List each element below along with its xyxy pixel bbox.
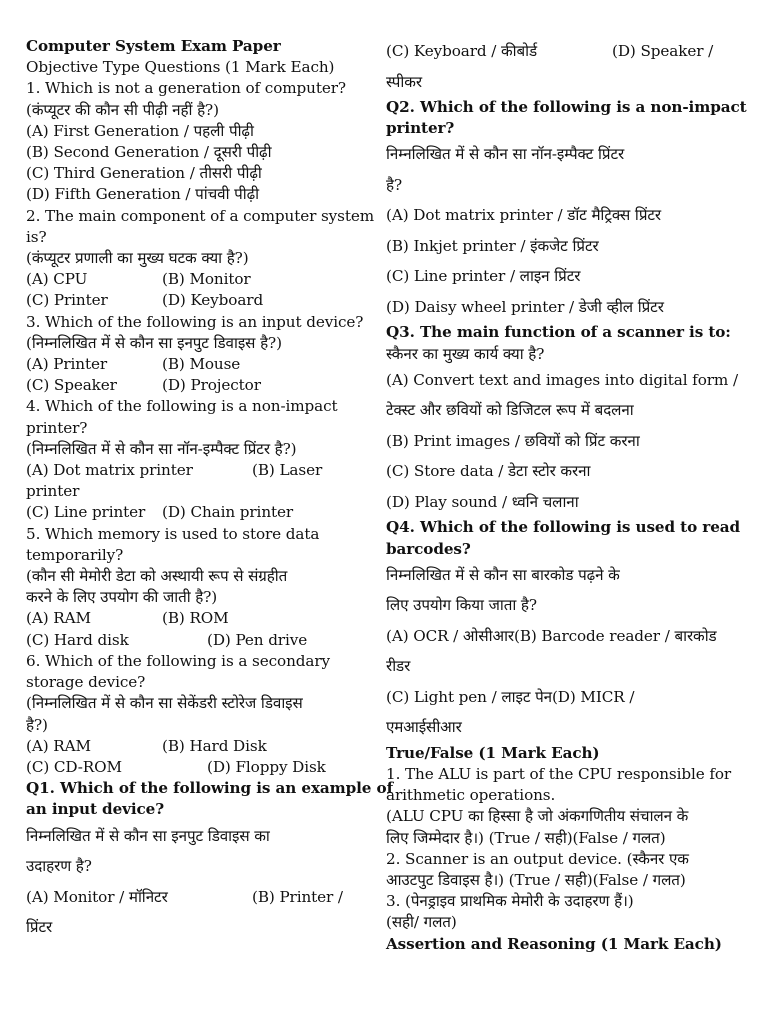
option-left: (C) CD-ROM xyxy=(26,757,122,776)
text-line: (A) Dot matrix printer / डॉट मैट्रिक्स प्रिंटर xyxy=(386,206,662,225)
text-line: 6. Which of the following is a secondary xyxy=(26,651,330,670)
options-row xyxy=(386,36,748,67)
option-right: (D) Keyboard xyxy=(162,291,264,310)
text-line: निम्नलिखित में से कौन सा नॉन-इम्पैक्ट प्रिंटर xyxy=(386,145,625,164)
option-left: (A) Printer xyxy=(26,355,108,374)
heading-line: barcodes? xyxy=(386,539,471,558)
options-row xyxy=(26,354,374,375)
text-line: is? xyxy=(26,227,47,246)
option-left: (C) Keyboard / कीबोर्ड xyxy=(386,42,538,60)
heading-line: Assertion and Reasoning (1 Mark Each) xyxy=(386,934,722,953)
text-line: (C) Light pen / लाइट पेन(D) MICR / xyxy=(386,687,635,706)
options-row xyxy=(26,375,374,396)
text-line: स्कैनर का मुख्य कार्य क्या है? xyxy=(386,344,545,363)
text-line: (B) Second Generation / दूसरी पीढ़ी xyxy=(26,143,272,162)
option-left: (A) RAM xyxy=(26,609,91,628)
text-line: (A) First Generation / पहली पीढ़ी xyxy=(26,121,254,140)
heading-line: an input device? xyxy=(26,800,165,819)
text-line: (C) Store data / डेटा स्टोर करना xyxy=(386,462,591,481)
text-line: (कंप्यूटर प्रणाली का मुख्य घटक क्या है?) xyxy=(26,249,249,268)
right-column xyxy=(386,36,748,955)
text-line: 2. Scanner is an output device. (स्कैनर एक xyxy=(386,849,689,868)
text-line: storage device? xyxy=(26,673,146,692)
options-row xyxy=(26,882,374,913)
text-line: (निम्नलिखित में से कौन सा सेकेंडरी स्टोरेज डिवाइस xyxy=(26,694,303,713)
text-line: 3. (पेनड्राइव प्राथमिक मेमोरी के उदाहरण हैं।) xyxy=(386,892,634,911)
text-line: करने के लिए उपयोग की जाती है?) xyxy=(26,588,218,607)
text-line: 1. Which is not a generation of computer? xyxy=(26,79,346,98)
text-line: printer xyxy=(26,482,80,501)
text-line: निम्नलिखित में से कौन सा इनपुट डिवाइस का xyxy=(26,826,270,845)
text-line: निम्नलिखित में से कौन सा बारकोड पढ़ने के xyxy=(386,565,620,584)
options-row xyxy=(26,630,374,651)
text-line: (C) Line printer / लाइन प्रिंटर xyxy=(386,267,581,286)
option-right: (D) Pen drive xyxy=(207,630,308,649)
text-line: टेक्स्ट और छवियों को डिजिटल रूप में बदलना xyxy=(386,401,634,420)
options-row xyxy=(26,290,374,311)
text-line: (निम्नलिखित में से कौन सा नॉन-इम्पैक्ट प्रिंटर है?) xyxy=(26,439,297,458)
option-right: (D) Floppy Disk xyxy=(207,757,326,776)
text-line: (D) Daisy wheel printer / डेजी व्हील प्रिंटर xyxy=(386,297,664,316)
text-line: 1. The ALU is part of the CPU responsible for xyxy=(386,764,732,783)
heading-line: Q4. Which of the following is used to read xyxy=(386,518,741,537)
options-row xyxy=(26,502,374,523)
option-left: (C) Printer xyxy=(26,291,108,310)
text-line: (ALU CPU का हिस्सा है जो अंकगणितीय संचालन के xyxy=(386,807,689,826)
text-line: आउटपुट डिवाइस है।) (True / सही)(False / गलत) xyxy=(386,870,686,889)
text-line: (D) Fifth Generation / पांचवी पीढ़ी xyxy=(26,185,259,204)
left-column xyxy=(26,36,394,943)
text-line: एमआईसीआर xyxy=(386,718,462,737)
heading-line: Q2. Which of the following is a non-impact xyxy=(386,98,747,116)
text-line: Objective Type Questions (1 Mark Each) xyxy=(26,58,335,77)
option-right: (B) Monitor xyxy=(162,270,251,289)
text-line: printer? xyxy=(26,418,88,437)
text-line: लिए उपयोग किया जाता है? xyxy=(386,596,537,615)
text-line: (D) Play sound / ध्वनि चलाना xyxy=(386,492,579,511)
text-line: (B) Print images / छवियों को प्रिंट करना xyxy=(386,431,640,450)
option-left: (C) Hard disk xyxy=(26,630,129,649)
text-line: (सही/ गलत) xyxy=(386,913,457,932)
heading-line: Computer System Exam Paper xyxy=(26,37,281,55)
text-line: (B) Inkjet printer / इंकजेट प्रिंटर xyxy=(386,236,599,255)
heading-line: Q3. The main function of a scanner is to: xyxy=(386,323,731,342)
text-line: (कंप्यूटर की कौन सी पीढ़ी नहीं है?) xyxy=(26,100,219,119)
options-row xyxy=(26,269,374,290)
option-right: (B) Mouse xyxy=(162,355,241,374)
option-right: (B) Printer / xyxy=(252,887,343,906)
text-line: (C) Third Generation / तीसरी पीढ़ी xyxy=(26,164,262,183)
option-left: (A) Monitor / मॉनिटर xyxy=(26,887,168,906)
option-left: (C) Line printer xyxy=(26,503,146,522)
options-row xyxy=(26,608,374,629)
text-line: (कौन सी मेमोरी डेटा को अस्थायी रूप से संग्रहीत xyxy=(26,567,288,586)
options-row xyxy=(26,757,374,778)
option-left: (A) Dot matrix printer xyxy=(26,461,193,480)
text-line: है? xyxy=(386,175,403,194)
option-right: (B) Hard Disk xyxy=(162,736,267,755)
text-line: 2. The main component of a computer system xyxy=(26,206,375,225)
text-line: स्पीकर xyxy=(386,72,422,91)
option-left: (C) Speaker xyxy=(26,376,117,395)
option-right: (B) Laser xyxy=(252,461,323,480)
text-line: 3. Which of the following is an input device? xyxy=(26,312,364,331)
text-line: उदाहरण है? xyxy=(26,857,92,876)
option-left: (A) RAM xyxy=(26,736,91,755)
option-left: (A) CPU xyxy=(26,270,88,289)
heading-line: True/False (1 Mark Each) xyxy=(386,743,600,762)
options-row xyxy=(26,736,374,757)
text-line: प्रिंटर xyxy=(26,918,53,937)
text-line: (A) OCR / ओसीआर(B) Barcode reader / बारकोड xyxy=(386,626,717,645)
heading-line: Q1. Which of the following is an example of xyxy=(26,779,394,798)
text-line: 5. Which memory is used to store data xyxy=(26,524,320,543)
text-line: रीडर xyxy=(386,657,411,676)
text-line: arithmetic operations. xyxy=(386,786,556,805)
text-line: है?) xyxy=(26,715,48,734)
heading-line: printer? xyxy=(386,119,455,138)
text-line: (A) Convert text and images into digital form / xyxy=(386,370,738,389)
text-line: लिए जिम्मेदार है।) (True / सही)(False / गलत) xyxy=(386,828,666,847)
option-right: (D) Chain printer xyxy=(162,503,294,522)
options-row xyxy=(26,460,374,481)
option-right: (D) Projector xyxy=(162,376,261,395)
text-line: temporarily? xyxy=(26,545,124,564)
text-line: (निम्नलिखित में से कौन सा इनपुट डिवाइस है?) xyxy=(26,333,282,352)
option-right: (B) ROM xyxy=(162,609,229,628)
text-line: 4. Which of the following is a non-impact xyxy=(26,397,338,416)
option-right: (D) Speaker / xyxy=(612,42,714,60)
